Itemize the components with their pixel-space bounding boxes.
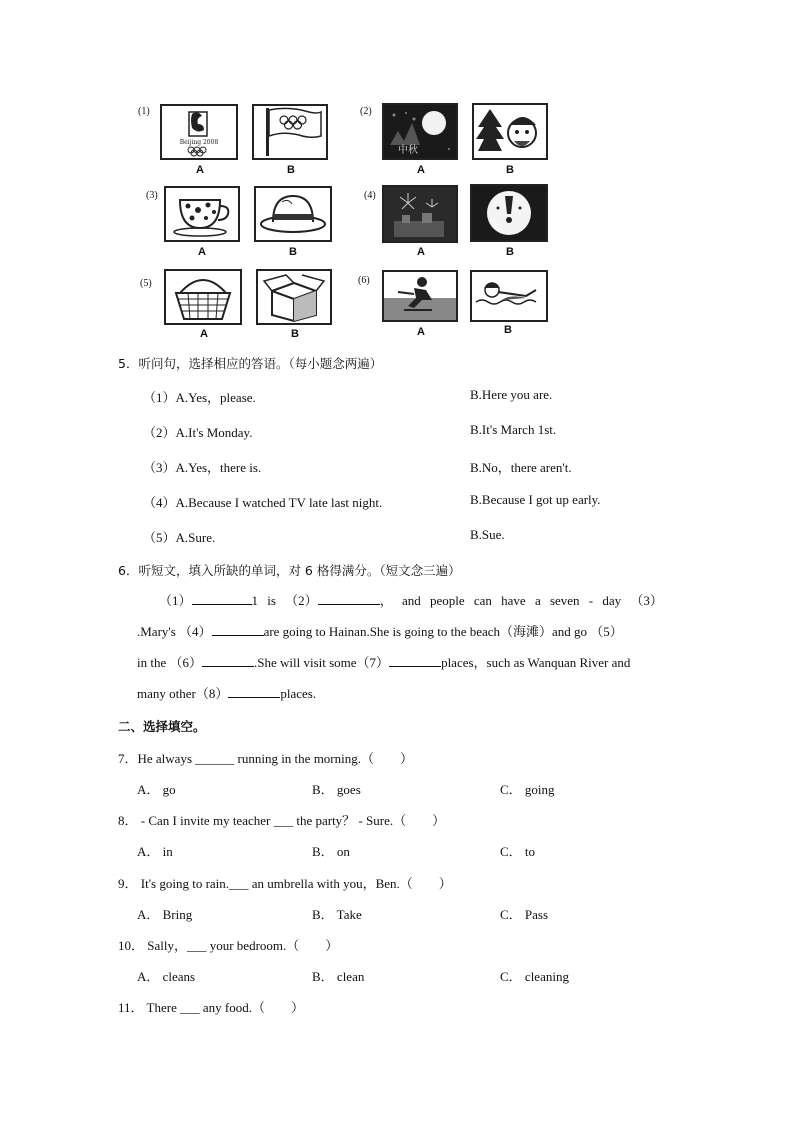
question-11-stem: 11． There ___ any food.（ ）	[118, 1000, 304, 1015]
q9-option-a: A． Bring	[137, 907, 193, 922]
clock-face-icon	[470, 184, 548, 242]
option-b-label: B	[289, 246, 297, 258]
q5-item-5-option-b: B.Sue.	[470, 527, 505, 542]
question-5-heading: 5．听问句，选择相应的答语。（每小题念两遍）	[118, 356, 383, 371]
blank-8[interactable]	[228, 685, 280, 698]
cloze-text: ， and people can have a seven - day （3）	[379, 593, 663, 608]
option-a-label: A	[417, 164, 425, 176]
box-icon	[256, 269, 332, 325]
teacup-icon	[164, 186, 240, 242]
question-7-stem: 7．He always ______ running in the morning.（ ）	[118, 751, 413, 766]
option-a-label: A	[196, 164, 204, 176]
picture-question-number: (2)	[360, 106, 372, 117]
cloze-text: places.	[280, 686, 317, 701]
q8-option-c: C． to	[500, 844, 536, 859]
fireworks-scene-icon	[382, 185, 458, 243]
q7-option-a: A． go	[137, 782, 176, 797]
boy-skating-icon	[382, 270, 458, 322]
q10-option-c: C． cleaning	[500, 969, 569, 984]
picture-grid	[136, 98, 556, 348]
picture-question-number: (5)	[140, 278, 152, 289]
option-a-label: A	[198, 246, 206, 258]
blank-1[interactable]	[192, 592, 252, 605]
hat-icon	[254, 186, 332, 242]
q5-item-1-option-a: （1）A.Yes，please.	[143, 390, 256, 405]
picture-question-number: (4)	[364, 190, 376, 201]
cloze-text: places，such as Wanquan River and	[441, 655, 631, 670]
q5-item-1-option-b: B.Here you are.	[470, 387, 553, 402]
blank-4[interactable]	[212, 623, 264, 636]
q7-option-c: C． going	[500, 782, 555, 797]
picture-question-number: (6)	[358, 275, 370, 286]
q5-item-3-option-a: （3）A.Yes，there is.	[143, 460, 262, 475]
q5-item-2-option-b: B.It's March 1st.	[470, 422, 557, 437]
q9-option-b: B． Take	[312, 907, 362, 922]
q5-item-4-option-b: B.Because I got up early.	[470, 492, 601, 507]
basket-icon	[164, 269, 242, 325]
question-6-heading: 6．听短文，填入所缺的单词，对 6 格得满分。（短文念三遍）	[118, 563, 461, 578]
girl-swimming-icon	[470, 270, 548, 322]
blank-2[interactable]	[318, 592, 380, 605]
q5-item-2-option-a: （2）A.It's Monday.	[143, 425, 253, 440]
blank-6[interactable]	[202, 654, 254, 667]
svg-text:Beijing 2008: Beijing 2008	[179, 139, 219, 146]
cloze-text: （1）	[159, 593, 192, 608]
q10-option-a: A． cleans	[137, 969, 196, 984]
option-b-label: B	[506, 246, 514, 258]
q5-item-3-option-b: B.No，there aren't.	[470, 460, 572, 475]
option-b-label: B	[291, 328, 299, 340]
cloze-passage	[137, 585, 677, 709]
mid-autumn-moon-scene-icon	[382, 103, 458, 160]
question-9-stem: 9． It's going to rain.___ an umbrella with you，Ben.（ ）	[118, 876, 452, 891]
picture-question-number: (1)	[138, 106, 150, 117]
svg-text:中秋: 中秋	[398, 145, 418, 156]
cloze-text: many other（8）	[137, 686, 229, 701]
blank-7[interactable]	[389, 654, 441, 667]
section-2-heading: 二、选择填空。	[118, 719, 206, 734]
cloze-text: 1 is （2）	[251, 593, 318, 608]
q9-option-c: C． Pass	[500, 907, 549, 922]
picture-question-number: (3)	[146, 190, 158, 201]
christmas-tree-santa-icon	[472, 103, 548, 160]
option-a-label: A	[417, 326, 425, 338]
question-8-stem: 8． - Can I invite my teacher ___ the party？ - Sure.（ ）	[118, 813, 446, 828]
q7-option-b: B． goes	[312, 782, 361, 797]
cloze-text: are going to Hainan.She is going to the beach（海滩）and go （5）	[263, 624, 623, 639]
q8-option-a: A． in	[137, 844, 173, 859]
olympic-flag-icon	[252, 104, 328, 160]
cloze-text: .Mary's （4）	[137, 624, 212, 639]
option-a-label: A	[200, 328, 208, 340]
q5-item-5-option-a: （5）A.Sure.	[143, 530, 216, 545]
q8-option-b: B． on	[312, 844, 350, 859]
cloze-text: .She will visit some（7）	[254, 655, 390, 670]
option-b-label: B	[506, 164, 514, 176]
option-a-label: A	[417, 246, 425, 258]
question-10-stem: 10． Sally，___ your bedroom.（ ）	[118, 938, 339, 953]
option-b-label: B	[504, 324, 512, 336]
q5-item-4-option-a: （4）A.Because I watched TV late last night.	[143, 495, 383, 510]
q10-option-b: B． clean	[312, 969, 365, 984]
option-b-label: B	[287, 164, 295, 176]
beijing-2008-olympic-emblem-icon	[160, 104, 238, 160]
cloze-text: in the （6）	[137, 655, 202, 670]
